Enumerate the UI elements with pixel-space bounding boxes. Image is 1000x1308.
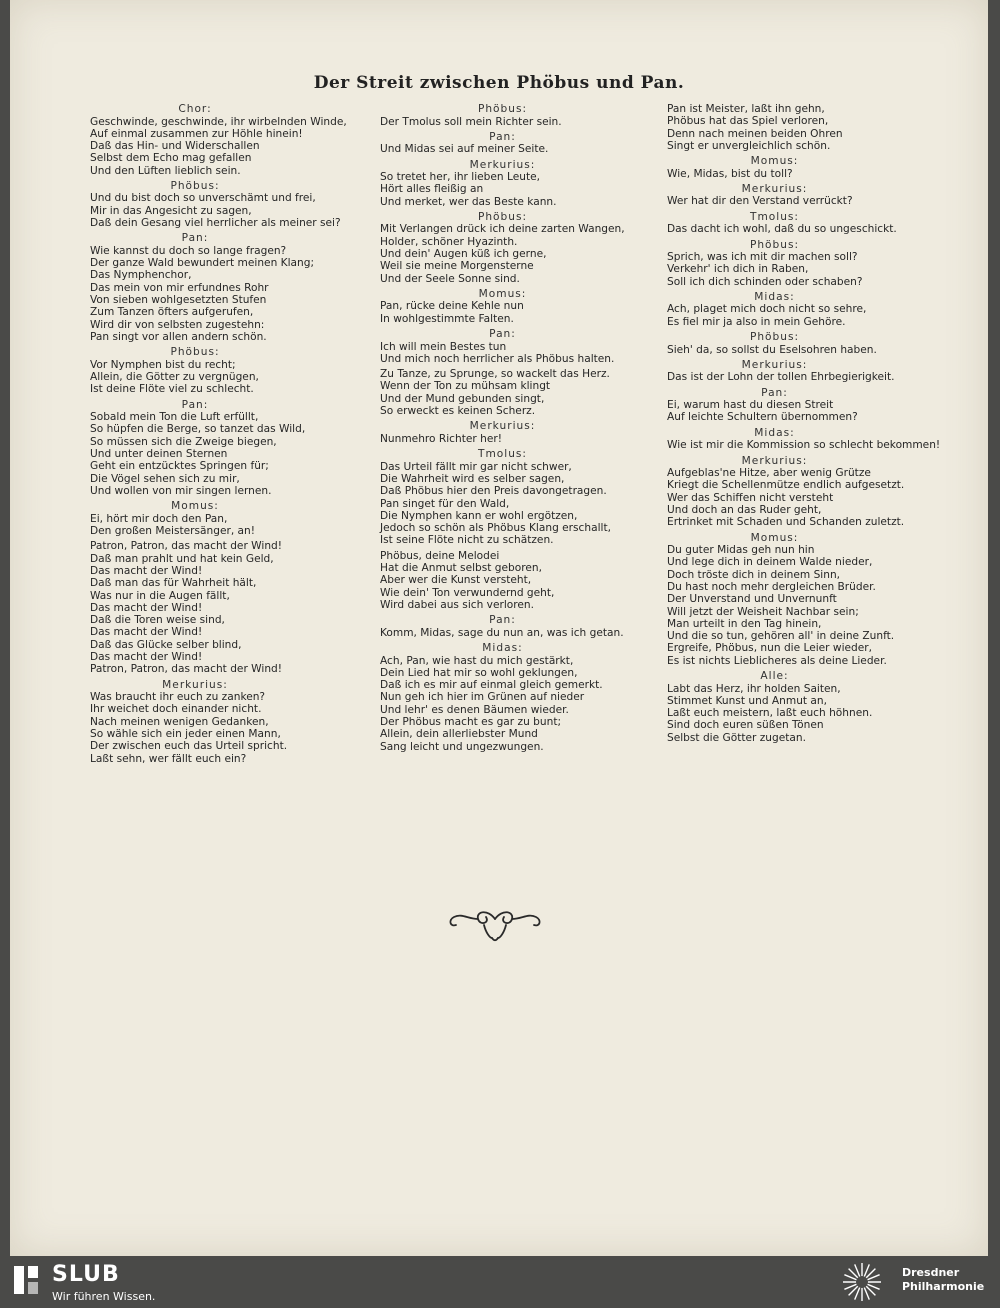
speaker-name: Merkurius: bbox=[469, 420, 536, 433]
verse-line: Das macht der Wind! bbox=[90, 564, 203, 577]
verse-line: Daß das Glücke selber blind, bbox=[90, 638, 242, 651]
verse-line: Ertrinket mit Schaden und Schanden zuletzt. bbox=[667, 516, 905, 529]
verse-line: Nun geh ich hier im Grünen auf nieder bbox=[380, 691, 585, 704]
verse-line: Und merket, wer das Beste kann. bbox=[380, 195, 557, 208]
verse-line: Will jetzt der Weisheit Nachbar sein; bbox=[667, 605, 859, 618]
speech-block bbox=[667, 359, 952, 384]
speaker-name: Pan: bbox=[489, 328, 516, 341]
speaker-name: Pan: bbox=[181, 398, 209, 411]
verse-line: Singt er unvergleichlich schön. bbox=[667, 139, 831, 152]
verse-line: Soll ich dich schinden oder schaben? bbox=[667, 275, 863, 288]
verse-line: Patron, Patron, das macht der Wind! bbox=[90, 540, 283, 553]
verse-line: Die Wahrheit wird es selber sagen, bbox=[380, 472, 565, 485]
scroll-flourish-ornament-icon bbox=[440, 905, 550, 945]
verse-line: Wie ist mir die Kommission so schlecht bekommen! bbox=[667, 439, 941, 452]
verse-line: Der zwischen euch das Urteil spricht. bbox=[90, 740, 288, 753]
speech-block bbox=[667, 183, 952, 208]
verse-line: Man urteilt in den Tag hinein, bbox=[667, 617, 822, 630]
verse-line: Und mich noch herrlicher als Phöbus halten. bbox=[380, 352, 615, 365]
verse-line: Du hast noch mehr dergleichen Brüder. bbox=[667, 580, 876, 593]
verse-line: Du guter Midas geh nun hin bbox=[667, 544, 815, 557]
slub-logo-icon[interactable] bbox=[12, 1262, 42, 1298]
speaker-name: Momus: bbox=[478, 287, 527, 300]
speech-block bbox=[380, 448, 655, 547]
dresdner-philharmonie-logo-icon[interactable] bbox=[842, 1262, 882, 1302]
verse-line: So hüpfen die Berge, so tanzet das Wild, bbox=[90, 423, 306, 436]
verse-line: Wer hat dir den Verstand verrückt? bbox=[667, 195, 853, 208]
speaker-name: Merkurius: bbox=[741, 454, 808, 467]
verse-line: Selbst die Götter zugetan. bbox=[667, 731, 806, 744]
verse-line: Wie kannst du doch so lange fragen? bbox=[90, 244, 287, 257]
verse-line: Daß dein Gesang viel herrlicher als meiner sei? bbox=[90, 217, 341, 230]
speech-block bbox=[667, 670, 952, 744]
verse-line: Dein Lied hat mir so wohl geklungen, bbox=[380, 666, 578, 679]
verse-line: Sprich, was ich mit dir machen soll? bbox=[667, 251, 858, 264]
verse-line: Laßt euch meistern, laßt euch höhnen. bbox=[667, 707, 873, 720]
verse-line: So wähle sich ein jeder einen Mann, bbox=[90, 727, 281, 740]
verse-line: Der ganze Wald bewundert meinen Klang; bbox=[90, 257, 315, 270]
verse-line: Geschwinde, geschwinde, ihr wirbelnden Winde, bbox=[90, 115, 347, 128]
verse-line: Geht ein entzücktes Springen für; bbox=[90, 460, 269, 473]
speech-block bbox=[90, 180, 360, 229]
verse-line: Zu Tanze, zu Sprunge, so wackelt das Herz. bbox=[380, 368, 610, 381]
speech-block bbox=[380, 614, 655, 639]
verse-line: Ist deine Flöte viel zu schlecht. bbox=[90, 383, 254, 396]
speaker-name: Merkurius: bbox=[469, 158, 536, 171]
speaker-name: Momus: bbox=[750, 155, 799, 168]
verse-line: Phöbus hat das Spiel verloren, bbox=[667, 115, 829, 128]
verse-line: Was braucht ihr euch zu zanken? bbox=[90, 691, 266, 704]
speech-block bbox=[90, 346, 360, 395]
verse-line: Von sieben wohlgesetzten Stufen bbox=[90, 294, 267, 307]
verse-line: Hört alles fleißig an bbox=[380, 183, 484, 196]
verse-line: Und den Lüften lieblich sein. bbox=[90, 164, 241, 177]
verse-line: Und die so tun, gehören all' in deine Zunft. bbox=[667, 630, 895, 643]
verse-line: Nach meinen wenigen Gedanken, bbox=[90, 715, 269, 728]
speech-block bbox=[667, 155, 952, 180]
speaker-name: Phöbus: bbox=[170, 346, 220, 359]
speech-block bbox=[380, 103, 655, 128]
verse-line: Kriegt die Schellenmütze endlich aufgesetzt. bbox=[667, 479, 905, 492]
speech-block bbox=[667, 103, 952, 152]
speech-block bbox=[90, 399, 360, 498]
speech-block bbox=[380, 159, 655, 208]
speech-block bbox=[667, 427, 952, 452]
speaker-name: Phöbus: bbox=[477, 210, 528, 223]
verse-line: Vor Nymphen bist du recht; bbox=[90, 358, 236, 371]
verse-line: Pan singet für den Wald, bbox=[380, 497, 510, 510]
speaker-name: Chor: bbox=[178, 103, 212, 115]
verse-line: Aufgeblas'ne Hitze, aber wenig Grütze bbox=[667, 467, 871, 480]
speaker-name: Phöbus: bbox=[749, 331, 800, 344]
speech-block bbox=[667, 387, 952, 424]
verse-line: Ihr weichet doch einander nicht. bbox=[90, 703, 262, 716]
speech-block bbox=[90, 540, 360, 675]
speaker-name: Pan: bbox=[761, 386, 788, 399]
verse-line: So müssen sich die Zweige biegen, bbox=[90, 435, 277, 448]
verse-line: Und unter deinen Sternen bbox=[90, 448, 228, 461]
verse-line: Und Midas sei auf meiner Seite. bbox=[380, 143, 549, 156]
partner-name-line2: Philharmonie bbox=[902, 1280, 985, 1293]
speech-block bbox=[380, 328, 655, 365]
speech-block bbox=[380, 211, 655, 285]
speaker-name: Tmolus: bbox=[477, 448, 528, 461]
speech-block bbox=[667, 211, 952, 236]
verse-line: Ach, Pan, wie hast du mich gestärkt, bbox=[380, 654, 574, 667]
verse-line: Aber wer die Kunst versteht, bbox=[380, 574, 532, 587]
verse-line: Und der Mund gebunden singt, bbox=[380, 392, 545, 405]
verse-line: So tretet her, ihr lieben Leute, bbox=[380, 171, 540, 184]
verse-line: Ach, plaget mich doch nicht so sehre, bbox=[667, 303, 867, 316]
verse-line: Das macht der Wind! bbox=[90, 601, 203, 614]
verse-line: Laßt sehn, wer fällt euch ein? bbox=[90, 752, 247, 765]
verse-line: Es fiel mir ja also in mein Gehöre. bbox=[667, 315, 846, 328]
verse-line: Doch tröste dich in deinem Sinn, bbox=[667, 568, 841, 581]
verse-line: Nunmehro Richter her! bbox=[380, 432, 502, 445]
verse-line: Daß Phöbus hier den Preis davongetragen. bbox=[380, 485, 607, 498]
verse-line: Und lehr' es denen Bäumen wieder. bbox=[380, 703, 569, 716]
verse-line: Denn nach meinen beiden Ohren bbox=[667, 127, 843, 140]
verse-line: Wird dabei aus sich verloren. bbox=[380, 598, 534, 611]
verse-line: Wie dein' Ton verwundernd geht, bbox=[380, 586, 555, 599]
speaker-name: Midas: bbox=[754, 426, 795, 439]
verse-line: Sobald mein Ton die Luft erfüllt, bbox=[90, 411, 259, 424]
speech-block bbox=[667, 239, 952, 288]
verse-line: Holder, schöner Hyazinth. bbox=[380, 235, 518, 248]
verse-line: Daß die Toren weise sind, bbox=[90, 614, 225, 627]
verse-line: Das Nymphenchor, bbox=[90, 269, 192, 282]
speech-block bbox=[667, 455, 952, 529]
verse-line: Komm, Midas, sage du nun an, was ich getan. bbox=[380, 626, 624, 639]
verse-line: Und wollen von mir singen lernen. bbox=[90, 484, 272, 497]
verse-line: Stimmet Kunst und Anmut an, bbox=[667, 694, 827, 707]
text-column-right bbox=[667, 103, 952, 747]
verse-line: Daß das Hin- und Widerschallen bbox=[90, 140, 260, 153]
verse-line: Und dein' Augen küß ich gerne, bbox=[380, 248, 547, 261]
verse-line: Was nur in die Augen fällt, bbox=[90, 589, 230, 602]
speech-block bbox=[667, 291, 952, 328]
speech-block bbox=[380, 550, 655, 611]
verse-line: Das macht der Wind! bbox=[90, 626, 203, 639]
speech-block bbox=[380, 288, 655, 325]
verse-line: Das mein von mir erfundnes Rohr bbox=[90, 281, 269, 294]
speaker-name: Phöbus: bbox=[170, 179, 220, 192]
verse-line: Pan singt vor allen andern schön. bbox=[90, 330, 267, 343]
verse-line: Selbst dem Echo mag gefallen bbox=[90, 152, 252, 165]
text-column-left bbox=[90, 103, 360, 768]
partner-name-line1: Dresdner bbox=[902, 1266, 960, 1279]
speaker-name: Tmolus: bbox=[749, 210, 800, 223]
library-name[interactable]: SLUB bbox=[52, 1262, 120, 1287]
speaker-name: Phöbus: bbox=[749, 238, 800, 251]
verse-line: Daß ich es mir auf einmal gleich gemerkt. bbox=[380, 679, 603, 692]
verse-line: Den großen Meistersänger, an! bbox=[90, 525, 256, 538]
speech-block bbox=[90, 679, 360, 765]
verse-line: Wer das Schiffen nicht versteht bbox=[667, 491, 834, 504]
verse-line: Allein, dein allerliebster Mund bbox=[380, 728, 538, 741]
verse-line: Das macht der Wind! bbox=[90, 650, 203, 663]
speech-block bbox=[90, 500, 360, 537]
verse-line: Und doch an das Ruder geht, bbox=[667, 503, 822, 516]
verse-line: Der Tmolus soll mein Richter sein. bbox=[380, 115, 562, 128]
verse-line: Ei, warum hast du diesen Streit bbox=[667, 399, 834, 412]
document-page bbox=[10, 0, 988, 1256]
verse-line: Verkehr' ich dich in Raben, bbox=[667, 263, 809, 276]
speech-block bbox=[667, 331, 952, 356]
verse-line: In wohlgestimmte Falten. bbox=[380, 312, 514, 325]
verse-line: Auf einmal zusammen zur Höhle hinein! bbox=[90, 127, 303, 140]
verse-line: Mit Verlangen drück ich deine zarten Wangen, bbox=[380, 223, 625, 236]
speaker-name: Midas: bbox=[482, 642, 523, 654]
verse-line: Weil sie meine Morgensterne bbox=[380, 260, 534, 273]
verse-line: Ist seine Flöte nicht zu schätzen. bbox=[380, 534, 554, 547]
verse-line: Jedoch so schön als Phöbus Klang erschallt, bbox=[380, 522, 611, 535]
speaker-name: Pan: bbox=[489, 130, 516, 143]
verse-line: Und du bist doch so unverschämt und frei, bbox=[90, 192, 316, 205]
text-column-middle bbox=[380, 103, 655, 756]
verse-line: Es ist nichts Lieblicheres als deine Lieder. bbox=[667, 654, 887, 667]
verse-line: Die Nymphen kann er wohl ergötzen, bbox=[380, 509, 578, 522]
verse-line: Daß man prahlt und hat kein Geld, bbox=[90, 552, 274, 565]
verse-line: Ei, hört mir doch den Pan, bbox=[90, 512, 228, 525]
verse-line: Und der Seele Sonne sind. bbox=[380, 272, 520, 285]
speaker-name: Momus: bbox=[171, 500, 219, 513]
verse-line: Hat die Anmut selbst geboren, bbox=[380, 562, 542, 575]
verse-line: Das dacht ich wohl, daß du so ungeschickt. bbox=[667, 223, 897, 236]
speech-block bbox=[380, 131, 655, 156]
verse-line: Wie, Midas, bist du toll? bbox=[667, 167, 793, 180]
speech-block bbox=[90, 103, 360, 177]
speaker-name: Merkurius: bbox=[741, 358, 808, 371]
speech-block bbox=[380, 368, 655, 417]
verse-line: Wenn der Ton zu mühsam klingt bbox=[380, 380, 551, 393]
verse-line: Auf leichte Schultern übernommen? bbox=[667, 411, 858, 424]
speaker-name: Pan: bbox=[181, 232, 209, 245]
verse-line: Wird dir von selbsten zugestehn: bbox=[90, 318, 265, 331]
verse-line: Pan, rücke deine Kehle nun bbox=[380, 300, 524, 313]
verse-line: Sieh' da, so sollst du Eselsohren haben. bbox=[667, 343, 877, 356]
speaker-name: Alle: bbox=[760, 670, 789, 682]
speech-block bbox=[90, 232, 360, 343]
verse-line: Patron, Patron, das macht der Wind! bbox=[90, 663, 283, 676]
verse-line: Daß man das für Wahrheit hält, bbox=[90, 577, 257, 590]
verse-line: Labt das Herz, ihr holden Saiten, bbox=[667, 682, 841, 695]
speaker-name: Phöbus: bbox=[477, 103, 528, 115]
speaker-name: Pan: bbox=[489, 614, 516, 627]
document-title: Der Streit zwischen Phöbus und Pan. bbox=[313, 73, 685, 93]
verse-line: Mir in das Angesicht zu sagen, bbox=[90, 204, 252, 217]
verse-line: Phöbus, deine Melodei bbox=[380, 549, 500, 562]
speaker-name: Merkurius: bbox=[741, 182, 808, 195]
verse-line: Sind doch euren süßen Tönen bbox=[667, 719, 824, 732]
speech-block bbox=[380, 642, 655, 753]
verse-line: Pan ist Meister, laßt ihn gehn, bbox=[667, 103, 825, 115]
verse-line: So erweckt es keinen Scherz. bbox=[380, 405, 536, 418]
speech-block bbox=[380, 420, 655, 445]
verse-line: Das Urteil fällt mir gar nicht schwer, bbox=[380, 460, 572, 473]
verse-line: Allein, die Götter zu vergnügen, bbox=[90, 371, 259, 384]
verse-line: Und lege dich in deinem Walde nieder, bbox=[667, 556, 873, 569]
verse-line: Zum Tanzen öfters aufgerufen, bbox=[90, 306, 254, 319]
verse-line: Ergreife, Phöbus, nun die Leier wieder, bbox=[667, 642, 873, 655]
speaker-name: Midas: bbox=[754, 290, 795, 303]
verse-line: Das ist der Lohn der tollen Ehrbegierigkeit. bbox=[667, 371, 895, 384]
verse-line: Ich will mein Bestes tun bbox=[380, 340, 507, 353]
verse-line: Sang leicht und ungezwungen. bbox=[380, 740, 544, 753]
speaker-name: Merkurius: bbox=[162, 678, 228, 691]
verse-line: Der Unverstand und Unvernunft bbox=[667, 593, 837, 606]
library-tagline: Wir führen Wissen. bbox=[52, 1290, 156, 1303]
speaker-name: Momus: bbox=[750, 531, 799, 544]
speech-block bbox=[667, 532, 952, 667]
verse-line: Der Phöbus macht es gar zu bunt; bbox=[380, 715, 562, 728]
verse-line: Die Vögel sehen sich zu mir, bbox=[90, 472, 240, 485]
